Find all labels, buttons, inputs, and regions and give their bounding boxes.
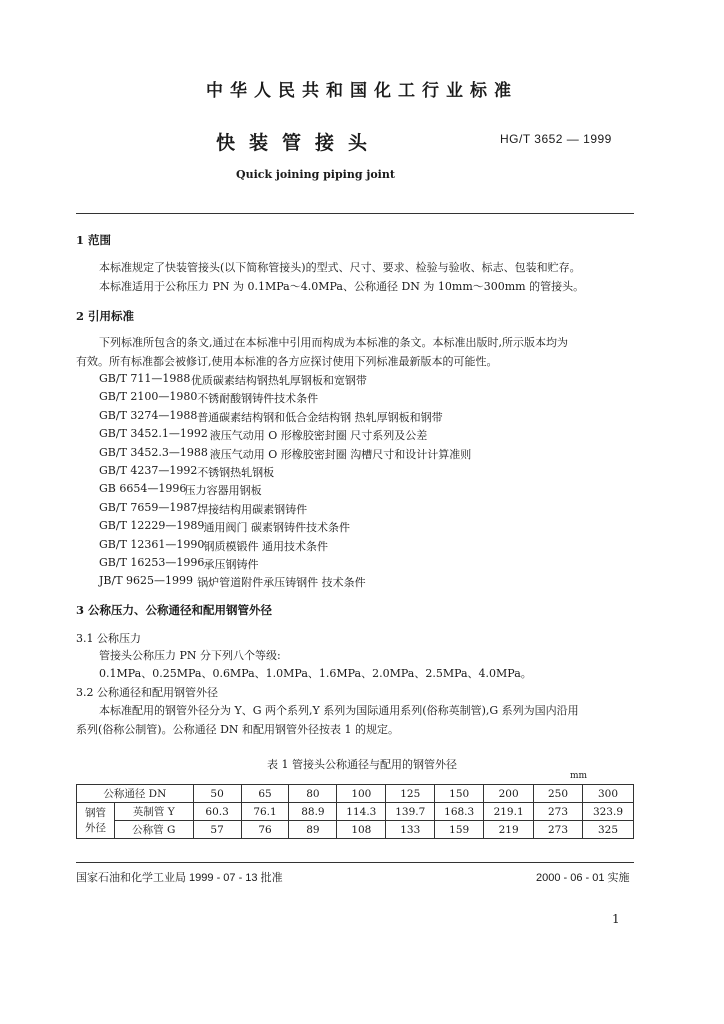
reference-code: GB/T 2100—1980 xyxy=(99,390,198,403)
table-cell-dn: 65 xyxy=(241,785,289,803)
table-cell-g: 108 xyxy=(337,821,386,839)
section-2-heading: 2 引用标准 xyxy=(76,309,135,323)
section-2-paragraph-line-2: 有效。所有标准都会被修订,使用本标准的各方应探讨使用下列标准最新版本的可能性。 xyxy=(76,355,498,368)
table-cell-y: 168.3 xyxy=(435,803,484,821)
table-cell-g: 133 xyxy=(386,821,435,839)
table-cell-y: 273 xyxy=(534,803,583,821)
section-3-1-heading: 3.1 公称压力 xyxy=(76,632,141,645)
footer-divider xyxy=(76,862,634,863)
table-row-g xyxy=(77,821,634,839)
table-row-y xyxy=(77,803,634,821)
reference-code: GB/T 3452.3—1988 xyxy=(99,446,208,459)
reference-title: 压力容器用钢板 xyxy=(184,484,262,497)
table-cell-g: 57 xyxy=(193,821,241,839)
section-1-paragraph-1: 本标准规定了快装管接头(以下简称管接头)的型式、尺寸、要求、检验与验收、标志、包装和贮存。 xyxy=(99,261,581,274)
reference-code: JB/T 9625—1999 xyxy=(99,574,194,587)
reference-code: GB 6654—1996 xyxy=(99,482,187,495)
pipe-od-group-label xyxy=(77,803,115,839)
approval-date: 国家石油和化学工业局 1999 - 07 - 13 批准 xyxy=(76,872,283,884)
standard-code: HG/T 3652 — 1999 xyxy=(500,132,612,146)
reference-code: GB/T 16253—1996 xyxy=(99,556,205,569)
table-cell-dn: 80 xyxy=(289,785,337,803)
industry-standard-heading: 中华人民共和国化工行业标准 xyxy=(206,81,518,101)
table-cell-dn: 100 xyxy=(337,785,386,803)
section-3-1-paragraph-1: 管接头公称压力 PN 分下列八个等级: xyxy=(99,649,281,662)
header-divider xyxy=(76,213,634,214)
reference-title: 普通碳素结构钢和低合金结构钢 热轧厚钢板和钢带 xyxy=(197,411,443,424)
section-2-paragraph-line-1: 下列标准所包含的条文,通过在本标准中引用而构成为本标准的条文。本标准出版时,所示版本均为 xyxy=(99,336,568,349)
reference-title: 不锈耐酸钢铸件技术条件 xyxy=(197,392,319,405)
table-1-unit: mm xyxy=(570,771,588,781)
table-cell-g: 325 xyxy=(582,821,633,839)
reference-title: 锅炉管道附件承压铸钢件 技术条件 xyxy=(197,576,366,589)
reference-code: GB/T 7659—1987 xyxy=(99,501,198,514)
table-cell-y: 139.7 xyxy=(386,803,435,821)
pressure-levels: 0.1MPa、0.25MPa、0.6MPa、1.0MPa、1.6MPa、2.0MPa、2.5MPa、4.0MPa。 xyxy=(99,667,532,680)
implementation-date: 2000 - 06 - 01 实施 xyxy=(536,872,630,884)
table-cell-y: 114.3 xyxy=(337,803,386,821)
document-title: 快装管接头 xyxy=(216,132,382,154)
row-g-label: 公称管 G xyxy=(114,821,193,839)
reference-title: 不锈钢热轧钢板 xyxy=(197,466,275,479)
table-cell-g: 76 xyxy=(241,821,289,839)
table-1 xyxy=(76,784,634,839)
table-1-caption: 表 1 管接头公称通径与配用的钢管外径 xyxy=(267,758,457,771)
table-cell-y: 88.9 xyxy=(289,803,337,821)
table-row-dn xyxy=(77,785,634,803)
reference-code: GB/T 711—1988 xyxy=(99,372,191,385)
page-number: 1 xyxy=(612,912,620,926)
table-cell-y: 219.1 xyxy=(484,803,534,821)
reference-title: 液压气动用 O 形橡胶密封圈 尺寸系列及公差 xyxy=(209,429,428,442)
reference-title: 液压气动用 O 形橡胶密封圈 沟槽尺寸和设计计算准则 xyxy=(209,448,472,461)
reference-title: 钢质模锻件 通用技术条件 xyxy=(203,540,328,553)
table-cell-dn: 125 xyxy=(386,785,435,803)
reference-title: 通用阀门 碳素钢铸件技术条件 xyxy=(203,521,350,534)
section-1-paragraph-2: 本标准适用于公称压力 PN 为 0.1MPa～4.0MPa、公称通径 DN 为 10mm～300mm 的管接头。 xyxy=(99,280,585,293)
reference-title: 焊接结构用碳素钢铸件 xyxy=(197,503,308,516)
table-cell-y: 76.1 xyxy=(241,803,289,821)
section-3-heading: 3 公称压力、公称通径和配用钢管外径 xyxy=(76,603,273,617)
table-cell-dn: 300 xyxy=(582,785,633,803)
reference-code: GB/T 3452.1—1992 xyxy=(99,427,208,440)
reference-title: 优质碳素结构钢热轧厚钢板和宽钢带 xyxy=(190,374,367,387)
document-title-english: Quick joining piping joint xyxy=(236,168,395,181)
pipe-od-group-label-line-2: 外径 xyxy=(84,821,106,834)
table-cell-dn: 250 xyxy=(534,785,583,803)
table-cell-g: 219 xyxy=(484,821,534,839)
pipe-od-group-label-line-1: 钢管 xyxy=(84,806,106,819)
section-3-2-paragraph-line-1: 本标准配用的钢管外径分为 Y、G 两个系列,Y 系列为国际通用系列(俗称英制管),G 系列为国内沿用 xyxy=(99,704,579,717)
section-3-2-paragraph-line-2: 系列(俗称公制管)。公称通径 DN 和配用钢管外径按表 1 的规定。 xyxy=(76,723,400,736)
table-cell-dn: 200 xyxy=(484,785,534,803)
reference-title: 承压钢铸件 xyxy=(203,558,259,571)
reference-code: GB/T 4237—1992 xyxy=(99,464,198,477)
reference-code: GB/T 12361—1990 xyxy=(99,538,205,551)
dn-label: 公称通径 DN xyxy=(77,785,194,803)
section-3-2-heading: 3.2 公称通径和配用钢管外径 xyxy=(76,686,218,699)
table-cell-dn: 50 xyxy=(193,785,241,803)
table-cell-g: 89 xyxy=(289,821,337,839)
reference-code: GB/T 3274—1988 xyxy=(99,409,198,422)
table-cell-y: 60.3 xyxy=(193,803,241,821)
section-1-heading: 1 范围 xyxy=(76,233,112,247)
reference-code: GB/T 12229—1989 xyxy=(99,519,205,532)
table-cell-g: 273 xyxy=(534,821,583,839)
table-cell-g: 159 xyxy=(435,821,484,839)
table-cell-y: 323.9 xyxy=(582,803,633,821)
row-y-label: 英制管 Y xyxy=(114,803,193,821)
table-cell-dn: 150 xyxy=(435,785,484,803)
